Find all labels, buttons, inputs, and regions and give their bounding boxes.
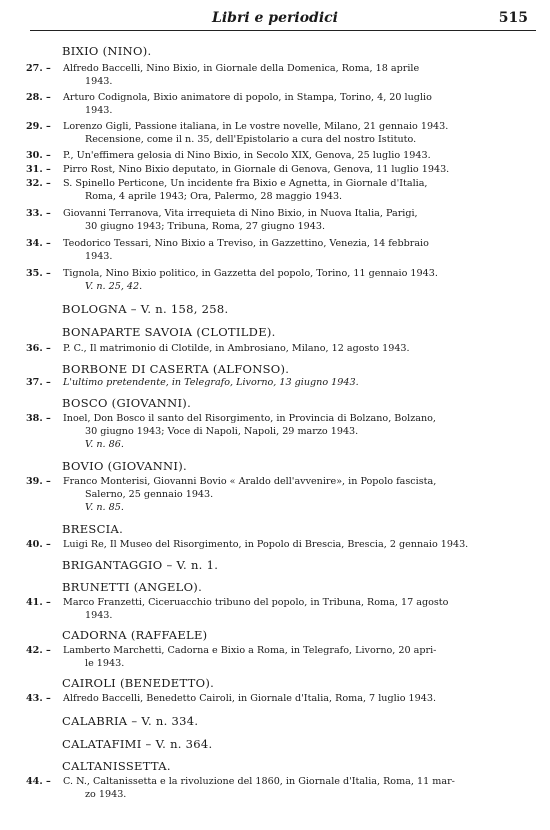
entry-line: Marco Franzetti, Ciceruacchio tribuno del popolo, in Tribuna, Roma, 17 agosto — [63, 597, 449, 608]
heading-brescia: BRESCIA. — [62, 522, 124, 536]
entry-line: Salerno, 25 gennaio 1943. — [85, 489, 214, 500]
entry-line: 1943. — [85, 105, 113, 116]
heading-bologna: BOLOGNA – V. n. 158, 258. — [62, 302, 229, 316]
entry-line: P., Un'effimera gelosia di Nino Bixio, in Secolo XIX, Genova, 25 luglio 1943. — [63, 150, 431, 161]
entry-line: 1943. — [85, 76, 113, 87]
entry-number: 41. – — [26, 597, 51, 608]
entry-number: 38. – — [26, 413, 51, 424]
entry-line: S. Spinello Perticone, Un incidente fra Bixio e Agnetta, in Giornale d'Italia, — [63, 178, 428, 189]
entry-text — [63, 237, 533, 263]
entry-number: 40. – — [26, 539, 51, 550]
entry-line: Luigi Re, Il Museo del Risorgimento, in Popolo di Brescia, Brescia, 2 gennaio 1943. — [63, 539, 469, 550]
page-number: 515 — [498, 10, 528, 26]
entry-number: 42. – — [26, 645, 51, 656]
heading-brunetti: BRUNETTI (ANGELO). — [62, 580, 203, 594]
heading-cadorna: CADORNA (RAFFAELE) — [62, 628, 208, 642]
entry-text — [63, 644, 533, 670]
entry-line: zo 1943. — [85, 789, 127, 800]
entry-text — [63, 538, 533, 551]
page-title: Libri e periodici — [212, 10, 338, 26]
entry-line: Teodorico Tessari, Nino Bixio a Treviso, in Gazzettino, Venezia, 14 febbraio — [63, 238, 429, 249]
entry-line: Arturo Codignola, Bixio animatore di popolo, in Stampa, Torino, 4, 20 luglio — [63, 92, 432, 103]
entry-text — [63, 412, 533, 451]
entry-text — [63, 149, 533, 162]
heading-calabria: CALABRIA – V. n. 334. — [62, 714, 199, 728]
entry-line: Roma, 4 aprile 1943; Ora, Palermo, 28 maggio 1943. — [85, 191, 343, 202]
entry-line: Alfredo Baccelli, Benedetto Cairoli, in Giornale d'Italia, Roma, 7 luglio 1943. — [63, 693, 437, 704]
entry-number: 31. – — [26, 164, 51, 175]
entry-text — [63, 596, 533, 622]
entry-text — [63, 376, 533, 389]
entry-text — [63, 775, 533, 801]
entry-line: 30 giugno 1943; Tribuna, Roma, 27 giugno 1943. — [85, 221, 326, 232]
entry-line: C. N., Caltanissetta e la rivoluzione del 1860, in Giornale d'Italia, Roma, 11 mar- — [63, 776, 455, 787]
cross-reference: V. n. 25, 42. — [85, 281, 143, 292]
heading-borbone: BORBONE DI CASERTA (ALFONSO). — [62, 362, 290, 376]
entry-line: L'ultimo pretendente, in Telegrafo, Livorno, 13 giugno 1943. — [63, 377, 359, 388]
entry-line: Alfredo Baccelli, Nino Bixio, in Giornale della Domenica, Roma, 18 aprile — [63, 63, 420, 74]
entry-number: 29. – — [26, 121, 51, 132]
entry-line: Recensione, come il n. 35, dell'Epistolario a cura del nostro Istituto. — [85, 134, 417, 145]
entry-line: 1943. — [85, 610, 113, 621]
entry-text — [63, 475, 533, 514]
entry-text — [63, 342, 533, 355]
entry-text — [63, 267, 533, 293]
entry-number: 32. – — [26, 178, 51, 189]
entry-number: 30. – — [26, 150, 51, 161]
entry-line: Pirro Rost, Nino Bixio deputato, in Giornale di Genova, Genova, 11 luglio 1943. — [63, 164, 450, 175]
entry-text — [63, 177, 533, 203]
heading-bosco: BOSCO (GIOVANNI). — [62, 396, 192, 410]
entry-number: 37. – — [26, 377, 51, 388]
cross-reference: V. n. 85. — [85, 502, 124, 513]
entry-line: Lamberto Marchetti, Cadorna e Bixio a Roma, in Telegrafo, Livorno, 20 apri- — [63, 645, 437, 656]
heading-brigantaggio: BRIGANTAGGIO – V. n. 1. — [62, 558, 219, 572]
heading-calatafimi: CALATAFIMI – V. n. 364. — [62, 737, 213, 751]
entry-line: Inoel, Don Bosco il santo del Risorgimento, in Provincia di Bolzano, Bolzano, — [63, 413, 436, 424]
entry-line: le 1943. — [85, 658, 125, 669]
entry-text — [63, 163, 533, 176]
entry-text — [63, 692, 533, 705]
entry-number: 33. – — [26, 208, 51, 219]
entry-number: 36. – — [26, 343, 51, 354]
heading-caltanissetta: CALTANISSETTA. — [62, 759, 171, 773]
entry-text — [63, 62, 533, 88]
heading-cairoli: CAIROLI (BENEDETTO). — [62, 676, 215, 690]
header-rule — [30, 30, 536, 31]
entry-number: 34. – — [26, 238, 51, 249]
entry-number: 44. – — [26, 776, 51, 787]
entry-number: 35. – — [26, 268, 51, 279]
heading-bixio: BIXIO (NINO). — [62, 44, 152, 58]
heading-bonaparte: BONAPARTE SAVOIA (CLOTILDE). — [62, 325, 276, 339]
entry-number: 43. – — [26, 693, 51, 704]
entry-line: 1943. — [85, 251, 113, 262]
entry-text — [63, 207, 533, 233]
entry-line: Tignola, Nino Bixio politico, in Gazzetta del popolo, Torino, 11 gennaio 1943. — [63, 268, 438, 279]
running-head — [0, 8, 550, 30]
entry-number: 28. – — [26, 92, 51, 103]
entry-text — [63, 120, 533, 146]
entry-text — [63, 91, 533, 117]
cross-reference: V. n. 86. — [85, 439, 124, 450]
entry-line: Giovanni Terranova, Vita irrequieta di Nino Bixio, in Nuova Italia, Parigi, — [63, 208, 418, 219]
entry-line: 30 giugno 1943; Voce di Napoli, Napoli, 29 marzo 1943. — [85, 426, 359, 437]
entry-line: Lorenzo Gigli, Passione italiana, in Le vostre novelle, Milano, 21 gennaio 1943. — [63, 121, 449, 132]
entry-line: Franco Monterisi, Giovanni Bovio « Araldo dell'avvenire», in Popolo fascista, — [63, 476, 437, 487]
entry-number: 27. – — [26, 63, 51, 74]
entry-number: 39. – — [26, 476, 51, 487]
heading-bovio: BOVIO (GIOVANNI). — [62, 459, 188, 473]
entry-line: P. C., Il matrimonio di Clotilde, in Ambrosiano, Milano, 12 agosto 1943. — [63, 343, 410, 354]
